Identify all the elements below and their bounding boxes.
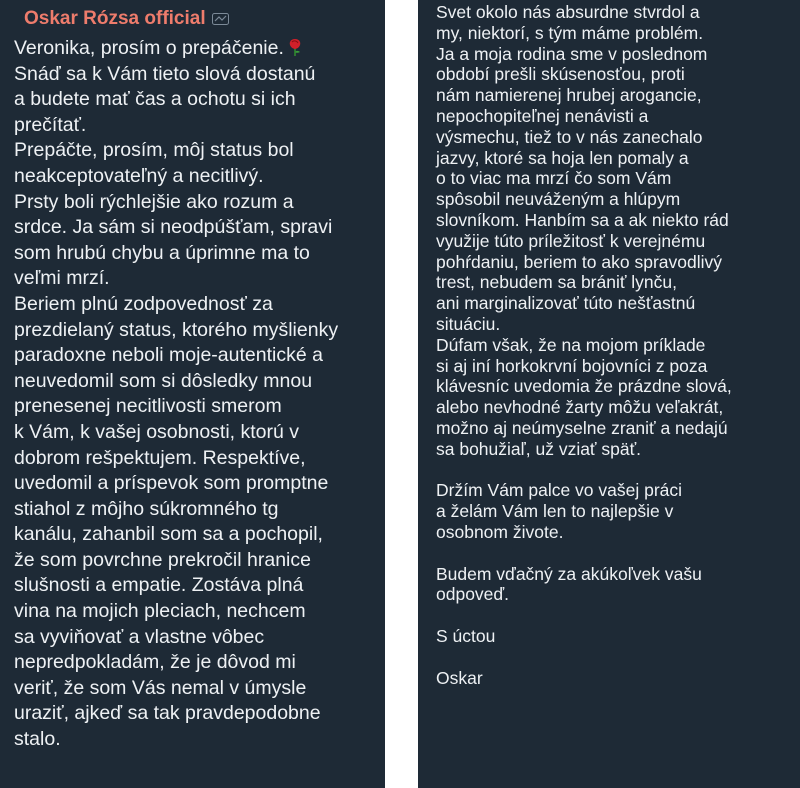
message-line: prezdielaný status, ktorého myšlienky [14, 318, 339, 341]
message-line: prenesenej necitlivosti smerom [14, 395, 282, 418]
message-line: a budete mať čas a ochotu si ich [14, 88, 296, 111]
message-line: nepochopiteľnej nenávisti a [436, 105, 649, 126]
message-line [432, 605, 800, 626]
message-line [432, 647, 800, 668]
message-line: Ja a moja rodina sme v poslednom [436, 43, 708, 64]
message-line: Oskar [436, 667, 483, 688]
message-line: k Vám, k vašej osobnosti, ktorú v [14, 420, 300, 443]
message-line: sa vyviňovať a vlastne vôbec [14, 625, 265, 648]
message-line: slovníkom. Hanbím sa a ak niekto rád [436, 209, 729, 230]
message-line: stalo. [14, 728, 61, 751]
message-line [432, 460, 800, 481]
message-line [432, 543, 800, 564]
message-line: kanálu, zahanbil som sa a pochopil, [14, 523, 323, 546]
message-line: S úctou [436, 625, 496, 646]
message-line: Dúfam však, že na mojom príklade [436, 334, 706, 355]
message-line: my, niektorí, s tým máme problém. [436, 22, 704, 43]
sender-header [24, 8, 385, 30]
message-line: veľmi mrzí. [14, 267, 110, 290]
message-text-left [12, 36, 385, 753]
message-line: Veronika, prosím o prepáčenie. [12, 36, 385, 62]
message-line: alebo nevhodné žarty môžu veľakrát, [436, 397, 724, 418]
message-line: o to viac ma mrzí čo som Vám [436, 168, 672, 189]
message-bubble-right [418, 0, 800, 788]
sender-name[interactable]: Oskar Rózsa official [24, 8, 206, 29]
message-line: výsmechu, tiež to v nás zanechalo [436, 126, 703, 147]
message-line: paradoxne neboli moje-autentické a [14, 344, 323, 367]
message-line: odpoveď. [436, 584, 510, 605]
message-line: Prepáčte, prosím, môj status bol [14, 139, 294, 162]
message-line: uvedomil a príspevok som promptne [14, 472, 329, 495]
message-bubble-left [0, 0, 385, 788]
message-line: a želám Vám len to najlepšie v [436, 501, 674, 522]
message-line: dobrom rešpektujem. Respektíve, [14, 446, 306, 469]
message-line: Svet okolo nás absurdne stvrdol a [436, 2, 700, 22]
message-text-right [432, 2, 800, 688]
message-line: období prešli skúsenosťou, proti [436, 64, 685, 85]
message-line: ani marginalizovať túto nešťastnú [436, 293, 696, 314]
rose-emoji-icon [286, 37, 304, 57]
message-line: Snáď sa k Vám tieto slová dostanú [14, 62, 316, 85]
message-line: som hrubú chybu a úprimne ma to [14, 241, 310, 264]
message-line: jazvy, ktoré sa hoja len pomaly a [436, 147, 689, 168]
message-line: Držím Vám palce vo vašej práci [436, 480, 683, 501]
message-line: využije túto príležitosť k verejnému [436, 230, 706, 251]
message-line: trest, nebudem sa brániť lynču, [436, 272, 677, 293]
message-line: Beriem plnú zodpovednosť za [14, 292, 273, 315]
message-line: spôsobil neuváženým a hlúpym [436, 189, 681, 210]
message-line: sa bohužiaľ, už vziať späť. [436, 438, 642, 459]
message-line: si aj iní horkokrvní bojovníci z poza [436, 355, 708, 376]
message-line: stiahol z môjho súkromného tg [14, 497, 279, 520]
message-line: možno aj neúmyselne zraniť a nedajú [436, 417, 728, 438]
message-line: klávesníc uvedomia že prázdne slová, [436, 376, 732, 397]
message-line: slušnosti a empatie. Zostáva plná [14, 574, 304, 597]
message-line: situáciu. [436, 313, 501, 334]
message-line: Prsty boli rýchlejšie ako rozum a [14, 190, 294, 213]
message-line: neakceptovateľný a necitlivý. [14, 164, 264, 187]
message-line: nám namierenej hrubej arogancie, [436, 85, 702, 106]
message-line: prečítať. [14, 113, 87, 136]
message-line: Budem vďačný za akúkoľvek vašu [436, 563, 702, 584]
message-line: vina na mojich pleciach, nechcem [14, 600, 306, 623]
message-line: pohŕdaniu, beriem to ako spravodlivý [436, 251, 722, 272]
message-line: nepredpokladám, že je dôvod mi [14, 651, 296, 674]
message-line: uraziť, ajkeď sa tak pravdepodobne [14, 702, 321, 725]
bot-badge-icon [212, 13, 229, 25]
message-line: veriť, že som Vás nemal v úmysle [14, 676, 307, 699]
message-line: srdce. Ja sám si neodpúšťam, spravi [14, 216, 333, 239]
message-line: neuvedomil som si dôsledky mnou [14, 369, 313, 392]
message-line: osobnom živote. [436, 521, 564, 542]
message-line: že som povrchne prekročil hranice [14, 548, 311, 571]
